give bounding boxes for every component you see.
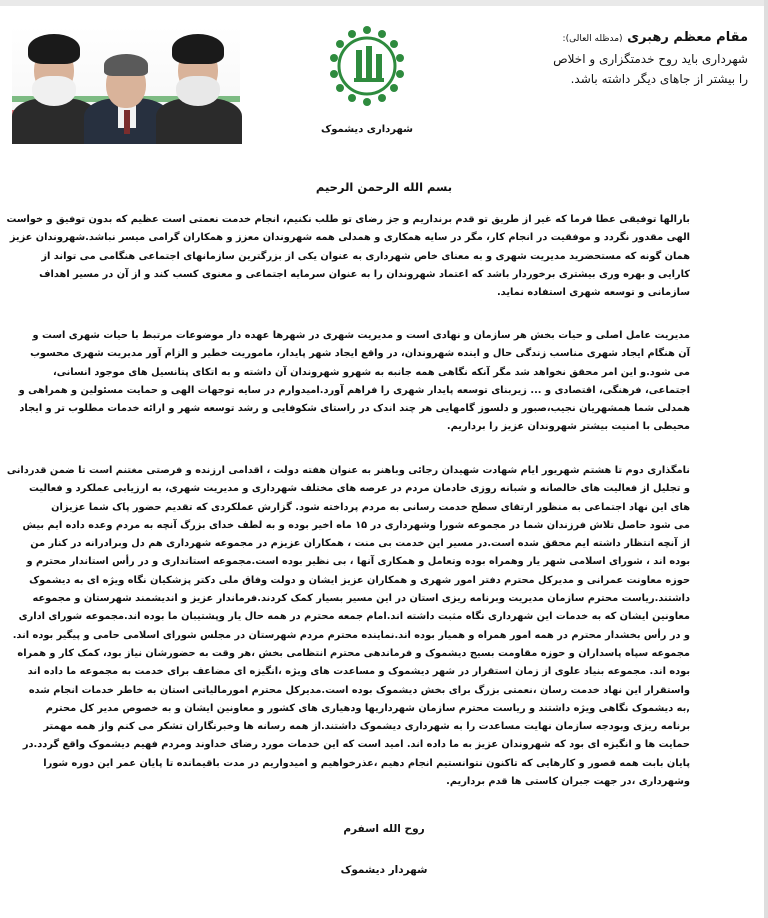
right-scroll-edge [764,0,768,918]
text-line: محیطی با امنیت بیشتر شهروندان عزیز را برداریم. [446,421,690,433]
text-line: حوزه معاونت عمرانی و مدیرکل محترم دفتر امور شهری و همکاران عزیز ایشان و دولت وفاق ملی دکتر پزشکیان نگاه ویژه ای به دیشموک [29,574,690,586]
leader-quote [428,28,748,89]
text-line: همدلی شما همشهریان نجیب،صبور و دلسوز گامهایی هر چند اندک در راستای شکوفایی و رشد توسعه شهر و ارائه خدمات مطلوب تر و ایجاد [19,403,690,415]
text-line: اجتماعی، فرهنگی، اقتصادی و ... زیربنای توسعه پایدار شهری را فراهم آورد.امیدوارم در سایه توجهات الهی و حمایت مسئولین و همراهی و [18,384,690,396]
tie [124,110,130,134]
letter-paragraph-2 [18,327,690,437]
text-line: بارالها توفیقی عطا فرما که غیر از طریق تو قدم برنداریم و جز رضای تو طلب نکنیم، انجام خدمت نعمتی است عظیم که بدون توفیق و خواست [6,214,690,225]
leaders-portrait-banner [12,26,240,144]
turban [172,34,224,64]
text-line: بوده اند ، شورای اسلامی شهر یار وهمراه بوده وتعامل و همکاری آنها ، بی نظیر بوده است.مجموعه استانداری و در رأس استاندار محترم و [26,556,690,568]
text-line: همان گونه که مستحضرید مدیریت شهری و به معنای خاص شهرداری به عنوان یکی از بزرگترین سازمانهای اجتماعی هنگامی می تواند از [41,250,690,262]
quote-title-line [428,28,748,49]
logo-caption: شهرداری دیشموک [321,124,413,135]
text-line: و در رأس بخشدار محترم در همه امور همراه و همیار بوده اند.نماینده محترم مردم شهرستان در مجلس شورای اسلامی حامی و پیگیر بوده اند. [12,629,690,641]
quote-line: شهرداری باید روح خدمتگزاری و اخلاص [553,52,748,66]
text-line: کارایی و بهره وری بیشتری برخوردار باشد که اعتماد شهروندان را به عنوان سرمایه اجتماعی و معنوی کسب کند و از آن در مسیر اهداف [39,268,690,280]
text-line: وشهرداری ،در جهت جبران کاستی ها قدم برداریم. [446,776,690,788]
text-line: معاونین ایشان که به خدمات این شهرداری نگاه مثبت داشته اند.امام جمعه محترم در همه حال یار وپشتیبان ما بوده اند.مجموعه شورای اداری [18,611,690,623]
text-line: حمایت ها و انگیزه ای بود که شهروندان عزیز به ما داده اند. امید است که این خدمات مورد رضای خداوند ومردم فهیم دیشموک واقع گردد.در [22,739,690,751]
text-line: واستقرار این نهاد خدمت رسان ،نعمتی بزرگ برای بخش دیشموک بوده است.مدیرکل محترم امورمالیاتی استان به خاطر خدمات انجام شده [28,684,690,696]
letter-paragraph-3 [6,462,690,791]
text-line: و تجلیل از فعالیت های خالصانه و شبانه روزی خادمان مردم در عرصه های مختلف شهرداری و مدیریت شهری، به ارزیابی عملکرد و فعالیت [28,483,690,495]
beard [176,76,220,106]
text-line: بوده اند. مجموعه بنیاد علوی از زمان استقرار در شهر دیشموک و مساعدت های ویژه ،انگیزه ای مضاعف برای خدمت به مجموعه ما داده اند [27,666,690,678]
quote-title-suffix: (مدظله العالی): [562,34,623,44]
text-line: ,به دیشموک نگاهی ویژه داشتند و ریاست محترم سازمان شهرداریها ودهیاری های کشور و معاونین ایشان و به خصوص مدیر کل محترم [45,702,690,714]
text-line: از آنچه انتظار داشته ایم محقق شده است.در مسیر این خدمت بی منت ، همکاران عزیزم در مجموعه شهرداری هم دل وبرادرانه در کنار من [30,538,690,550]
signatory-title: شهردار دیشموک [340,864,428,876]
portrait-right [156,32,242,144]
basmala: بسم الله الرحمن الرحیم [315,180,453,194]
text-line: سازمانی و توسعه شهری استفاده نماید. [496,287,690,299]
text-line: نامگذاری دوم تا هشتم شهریور ایام شهادت شهیدان رجائی وباهنر به عنوان هفته دولت ، اقدامی ارزنده و فرصتی مغتنم است تا ضمن قدردانی [6,465,690,476]
top-frame [0,0,768,6]
text-line: می شود.و این امر محقق نخواهد شد مگر آنکه نگاهی همه جانبه به شهرو شهروندان آن داشته و به اتکای پتانسیل های موجود انسانی، [52,366,690,378]
municipality-logo-icon [324,20,410,138]
quote-title: مقام معظم رهبری [627,30,748,45]
text-line: می شود حاصل تلاش فرزندان شما در مجموعه شورا وشهرداری در ۱۵ ماه اخیر بوده و به لطف خدای بزرگ آنچه به مردم وعده داده ایم بیش [22,519,690,531]
beard [32,76,76,106]
quote-line: را بیشتر از جاهای دیگر داشته باشد. [570,72,748,86]
letter-paragraph-1 [6,211,690,302]
text-line: پایان بابت همه قصور و کارهایی که تاکنون نتوانستیم انجام دهیم ،عذرخواهیم و امیدواریم در مدت باقیمانده تا پایان عمر این دوره شورا [43,757,690,769]
text-line: الهی مقدور نگردد و موفقیت در انجام کار، مگر در سایه همکاری و همدلی همه شهروندان معزز و همکاران گرامی میسر نباشد.شهروندان عزیز [9,232,690,244]
text-line: داشتند.ریاست محترم سازمان مدیریت وبرنامه ریزی استان در این مسیر بسیار کمک کردند.فرماندار عزیز و اندیشمند شهرستان و مجموعه [32,593,690,605]
hair [104,54,148,76]
text-line: مجموعه سپاه پاسداران و حوزه مقاومت بسیج دیشموک و فرماندهی محترم انتظامی بخش ،هر وقت به حضورشان نیاز بود، کمک کار و همراه [17,647,690,659]
text-line: مدیریت عامل اصلی و حیات بخش هر سازمان و نهادی است و مدیریت شهری در شهرها عهده دار موضوعات مرتبط با حیات شهری است و [32,330,690,341]
text-line: برنامه ریزی وبودجه سازمان نهایت مساعدت را به شهرداری دیشموک داشتند.از همه رسانه ها وخبرنگاران تشکر می کنم واز همه مهمتر [43,721,690,733]
text-line: های این نهاد اجتماعی به منظور ارتقای سطح خدمت رسانی به مردم پرداخته شود. گزارش عملکردی که تقدیم حضور پاک شما عزیزان [51,501,690,513]
text-line: آن هنگام ایجاد شهری مناسب زندگی حال و اینده شهروندان، در واقع ایجاد شهر پایدار، ماموریت خطیر و الزام آور مدیریت شهری محسوب [30,348,690,360]
turban [28,34,80,64]
signatory-name: روح الله اسفرم [343,823,425,835]
